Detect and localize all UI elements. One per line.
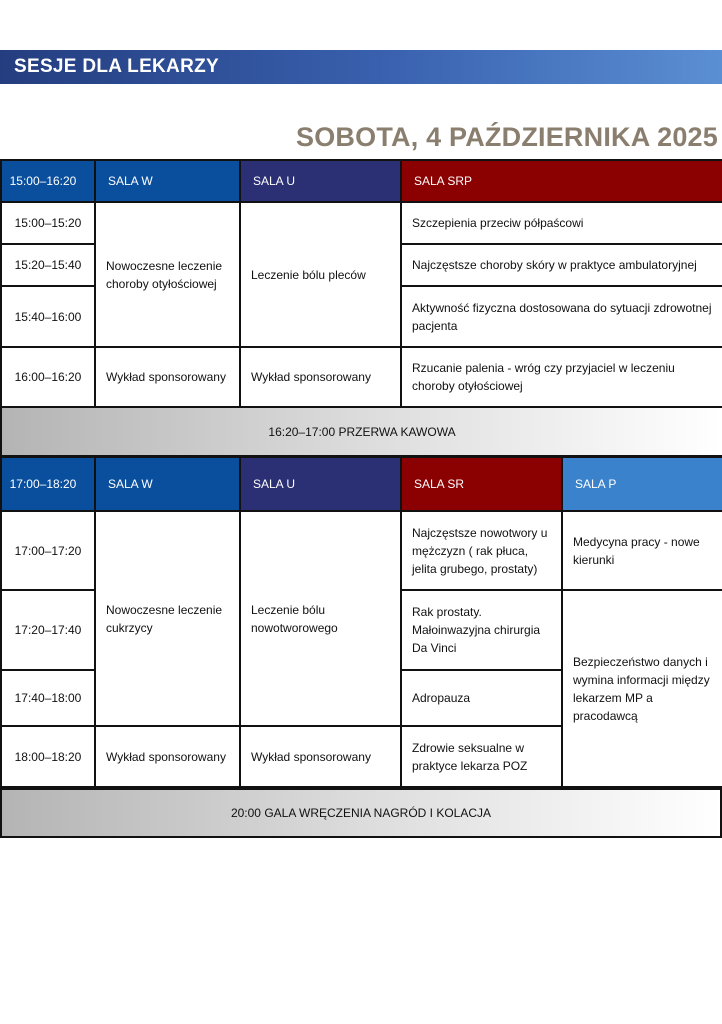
- session-sala-w: Nowoczesne leczenie choroby otyłościowej: [95, 202, 240, 347]
- table-row: [1, 347, 722, 407]
- coffee-break: 16:20–17:00 PRZERWA KAWOWA: [1, 407, 722, 456]
- gala-row: 20:00 GALA WRĘCZENIA NAGRÓD I KOLACJA: [1, 789, 721, 837]
- session-sala-u: Wykład sponsorowany: [240, 347, 401, 407]
- slot-time: 15:20–15:40: [1, 244, 95, 286]
- session-sala-srp: Aktywność fizyczna dostosowana do sytuacji zdrowotnej pacjenta: [401, 286, 722, 347]
- table-row: [1, 202, 722, 244]
- slot-time: 18:00–18:20: [1, 726, 95, 787]
- schedule-block-2: [0, 456, 722, 788]
- session-sala-w: Wykład sponsorowany: [95, 726, 240, 787]
- header-time: 17:00–18:20: [1, 457, 95, 511]
- slot-time: 15:40–16:00: [1, 286, 95, 347]
- break-row: [1, 407, 722, 456]
- session-sala-u: Leczenie bólu nowotworowego: [240, 511, 401, 726]
- session-sala-p: Medycyna pracy - nowe kierunki: [562, 511, 722, 590]
- header-sala-srp: SALA SRP: [401, 160, 722, 202]
- session-sala-srp: Najczęstsze choroby skóry w praktyce ambulatoryjnej: [401, 244, 722, 286]
- session-sala-sr: Zdrowie seksualne w praktyce lekarza POZ: [401, 726, 562, 787]
- schedule-header-row: [1, 160, 722, 202]
- header-sala-sr: SALA SR: [401, 457, 562, 511]
- header-sala-u: SALA U: [240, 160, 401, 202]
- header-sala-w: SALA W: [95, 160, 240, 202]
- slot-time: 17:00–17:20: [1, 511, 95, 590]
- slot-time: 16:00–16:20: [1, 347, 95, 407]
- date-title: SOBOTA, 4 PAŹDZIERNIKA 2025: [296, 122, 718, 152]
- session-sala-sr: Najczęstsze nowotwory u mężczyzn ( rak płuca, jelita grubego, prostaty): [401, 511, 562, 590]
- session-sala-p: Bezpieczeństwo danych i wymina informacji między lekarzem MP a pracodawcą: [562, 590, 722, 787]
- schedule-block-3: [0, 788, 722, 838]
- slot-time: 15:00–15:20: [1, 202, 95, 244]
- schedule-block-1: [0, 159, 722, 457]
- session-sala-w: Nowoczesne leczenie cukrzycy: [95, 511, 240, 726]
- session-sala-w: Wykład sponsorowany: [95, 347, 240, 407]
- session-sala-srp: Szczepienia przeciw półpaścowi: [401, 202, 722, 244]
- schedule-header-row: [1, 457, 722, 511]
- session-sala-sr: Adropauza: [401, 670, 562, 726]
- slot-time: 17:20–17:40: [1, 590, 95, 670]
- header-sala-u: SALA U: [240, 457, 401, 511]
- session-sala-srp: Rzucanie palenia - wróg czy przyjaciel w leczeniu choroby otyłościowej: [401, 347, 722, 407]
- header-sala-p: SALA P: [562, 457, 722, 511]
- header-time: 15:00–16:20: [1, 160, 95, 202]
- session-sala-u: Wykład sponsorowany: [240, 726, 401, 787]
- break-row: [1, 789, 721, 837]
- slot-time: 17:40–18:00: [1, 670, 95, 726]
- table-row: [1, 511, 722, 590]
- session-sala-u: Leczenie bólu pleców: [240, 202, 401, 347]
- section-banner: SESJE DLA LEKARZY: [0, 50, 722, 84]
- header-sala-w: SALA W: [95, 457, 240, 511]
- session-sala-sr: Rak prostaty. Małoinwazyjna chirurgia Da Vinci: [401, 590, 562, 670]
